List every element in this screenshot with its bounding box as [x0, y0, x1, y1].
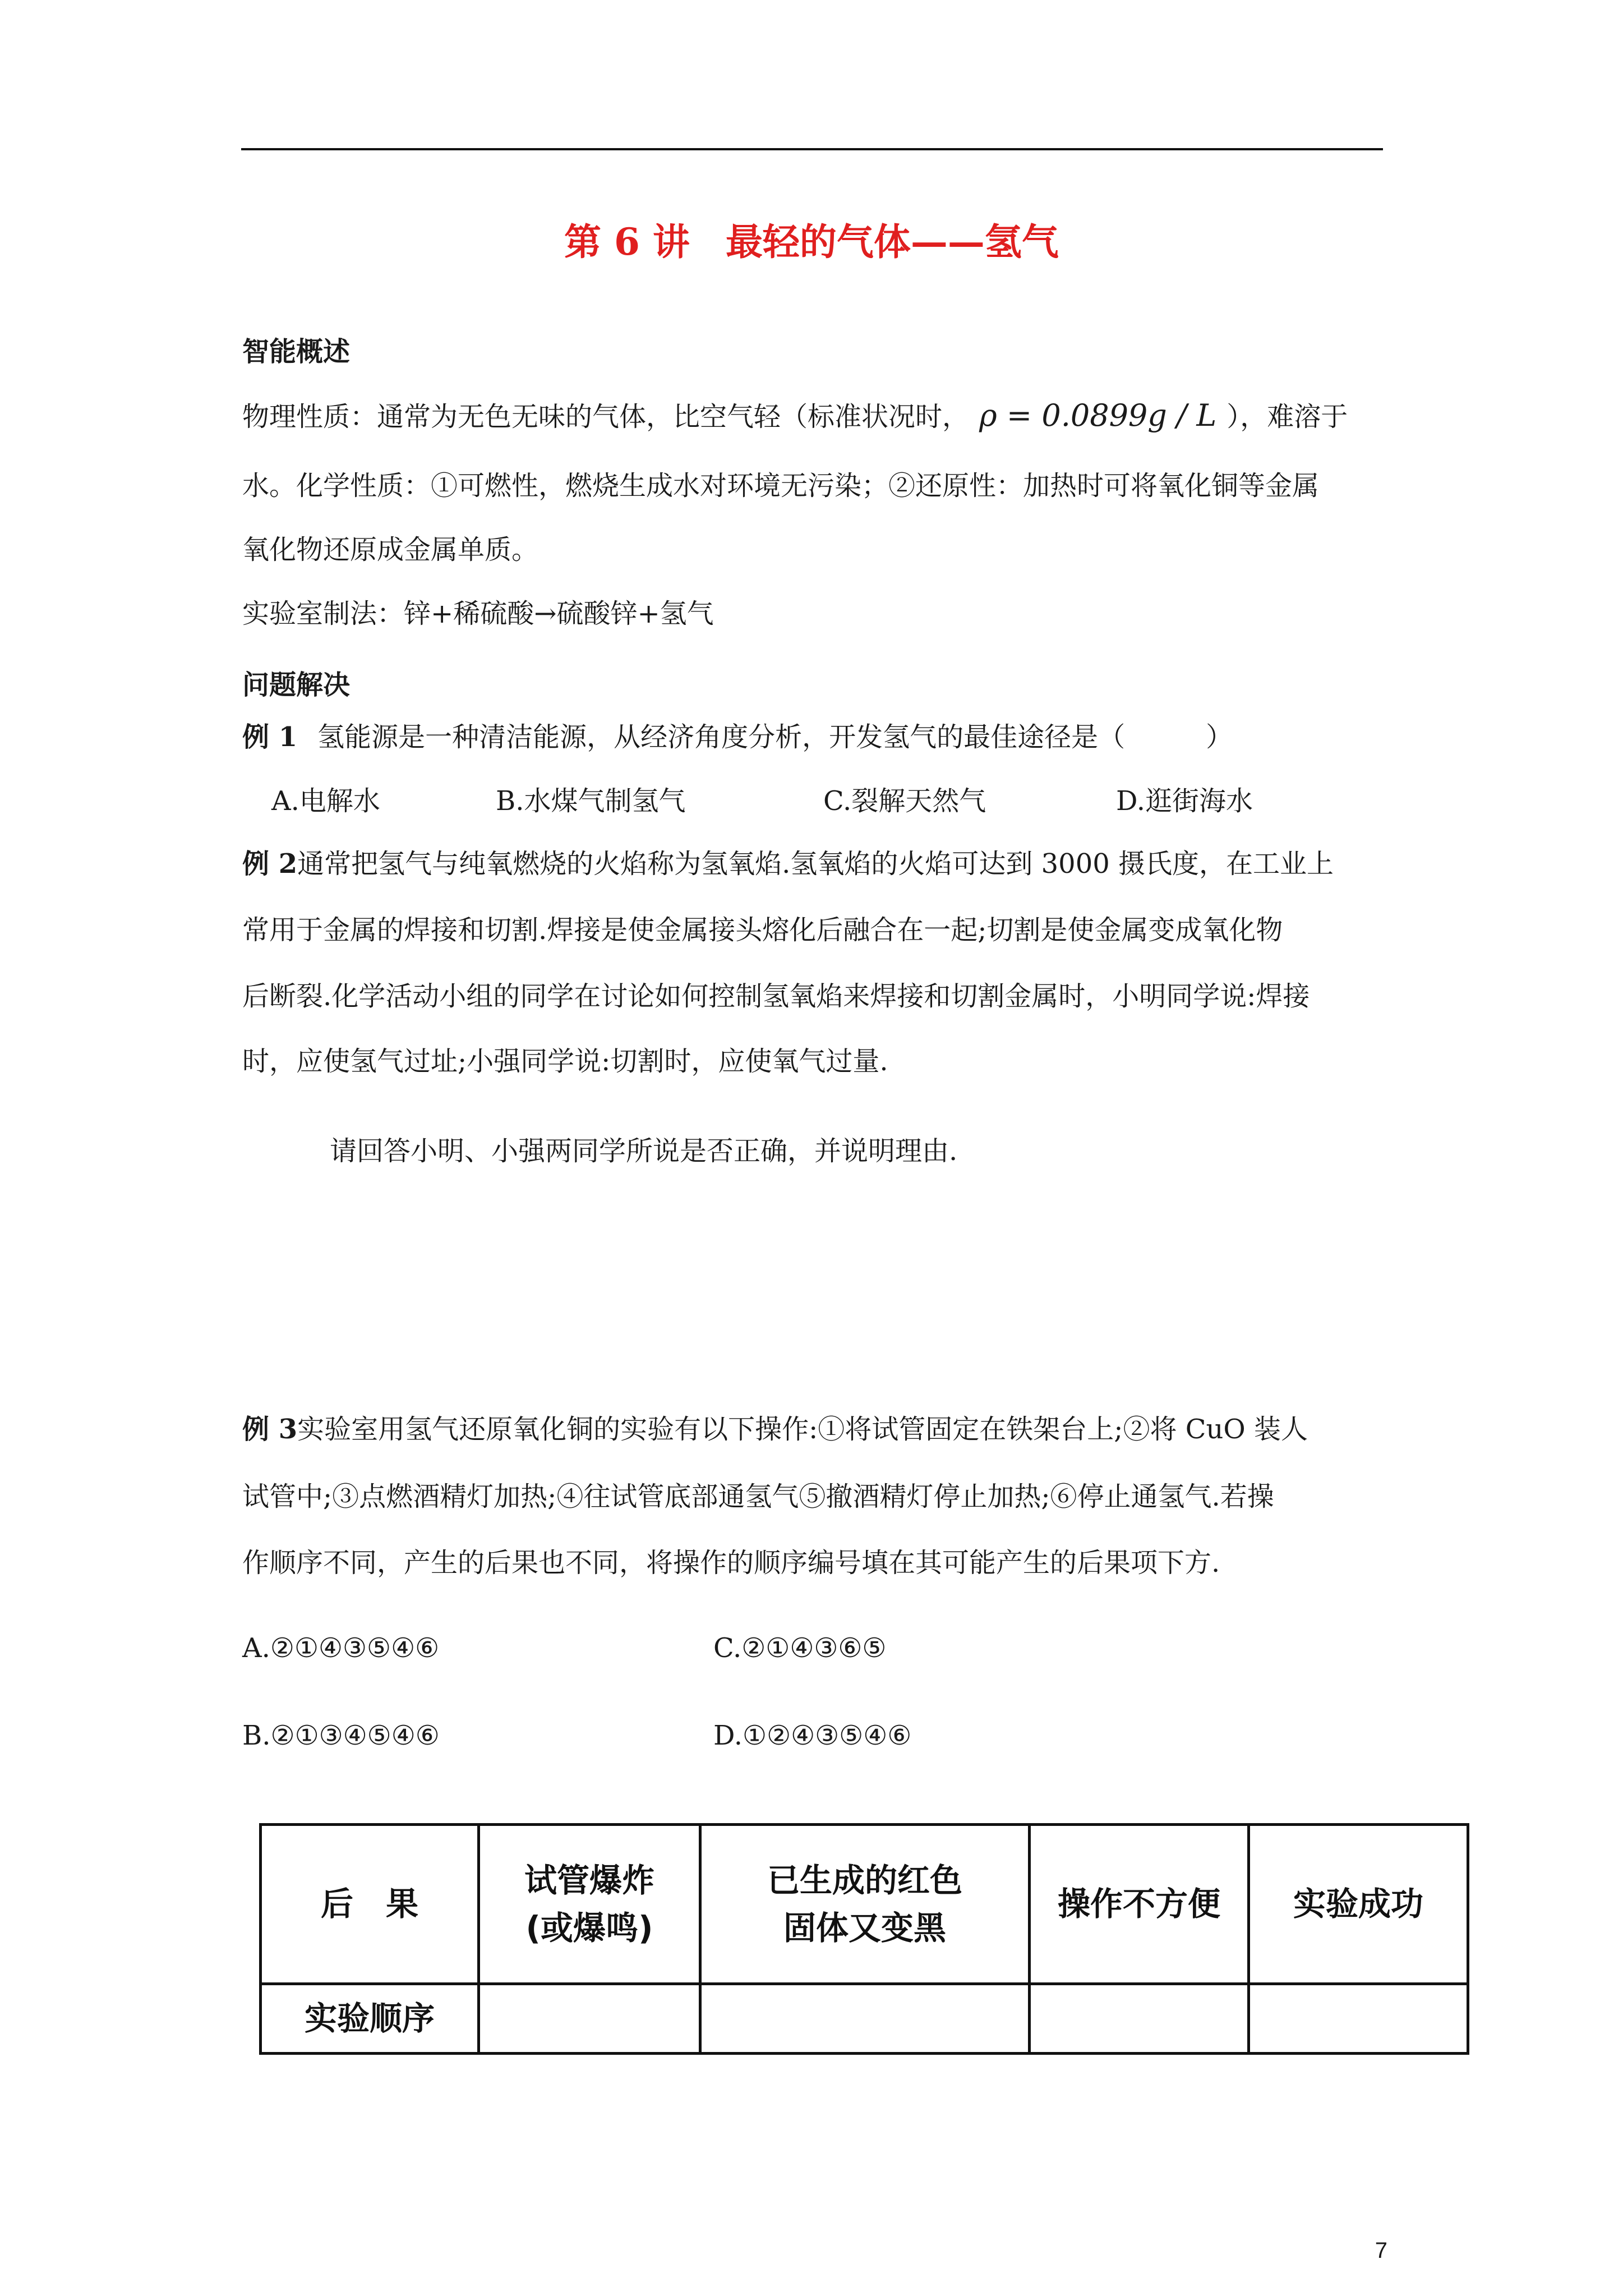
physical-properties-text-end: ），难溶于 — [1227, 401, 1348, 432]
example3-text: 实验室用氢气还原氧化铜的实验有以下操作:①将试管固定在铁架台上;②将 CuO 装人 — [297, 1414, 1308, 1445]
header-rule — [241, 148, 1383, 150]
page-title — [0, 212, 1623, 265]
page-number: 7 — [1375, 2238, 1387, 2263]
example3-label: 例 3 — [242, 1414, 298, 1445]
example3-option-a: A.②①④③⑤④⑥ — [242, 1632, 440, 1664]
table-col-blackened — [700, 1825, 1030, 1984]
example1-option-d: D.逛街海水 — [1116, 785, 1253, 817]
table-cell-blackened — [700, 1984, 1030, 2054]
example2-line-4: 时，应使氢气过址;小强同学说:切割时，应使氧气过量. — [242, 1046, 888, 1077]
table-col-blackened-line2: 固体又变黑 — [783, 1908, 946, 1947]
table-cell-inconvenient — [1030, 1984, 1249, 2054]
example2-prompt: 请回答小明、小强两同学所说是否正确，并说明理由. — [330, 1135, 958, 1167]
section-heading-problems: 问题解决 — [242, 669, 351, 701]
table-col-success: 实验成功 — [1249, 1825, 1468, 1984]
table-cell-explosion — [479, 1984, 700, 2054]
example1-question — [242, 721, 1233, 753]
example1-option-a: A.电解水 — [271, 785, 380, 817]
physical-properties-line — [242, 398, 1348, 433]
example3-option-d: D.①②④③⑤④⑥ — [713, 1720, 912, 1751]
example2-line-1 — [242, 848, 1334, 880]
table-col-blackened-line1: 已生成的红色 — [767, 1861, 962, 1900]
section-heading-overview: 智能概述 — [242, 336, 351, 367]
example1-option-b: B.水煤气制氢气 — [496, 785, 686, 817]
example2-line-3: 后断裂.化学活动小组的同学在讨论如何控制氢氧焰来焊接和切割金属时，小明同学说:焊接 — [242, 981, 1310, 1012]
example3-option-b: B.②①③④⑤④⑥ — [242, 1720, 440, 1751]
example3-line-1 — [242, 1416, 1308, 1443]
example2-line-2: 常用于金属的焊接和切割.焊接是使金属接头熔化后融合在一起;切割是使金属变成氧化物 — [242, 914, 1283, 946]
lesson-title: 最轻的气体——氢气 — [725, 220, 1059, 264]
example3-line-3: 作顺序不同，产生的后果也不同，将操作的顺序编号填在其可能产生的后果项下方. — [242, 1547, 1220, 1579]
lab-preparation-line: 实验室制法：锌+稀硫酸→硫酸锌+氢气 — [242, 598, 714, 629]
table-col-explosion-line1: 试管爆炸 — [524, 1861, 654, 1900]
density-formula: ρ = 0.0899g / L — [979, 398, 1217, 433]
table-header-consequence: 后 果 — [261, 1825, 479, 1984]
example1-option-c: C.裂解天然气 — [823, 785, 986, 817]
example2-text: 通常把氢气与纯氧燃烧的火焰称为氢氧焰.氢氧焰的火焰可达到 3000 摄氏度，在工业上 — [297, 848, 1334, 880]
table-header-order: 实验顺序 — [261, 1984, 479, 2054]
table-cell-success — [1249, 1984, 1468, 2054]
example3-line-2: 试管中;③点燃酒精灯加热;④往试管底部通氢气⑤撤酒精灯停止加热;⑥停止通氢气.若操 — [242, 1481, 1274, 1512]
example2-label: 例 2 — [242, 848, 298, 880]
chemical-properties-line-2: 氧化物还原成金属单质。 — [242, 534, 539, 565]
results-table — [259, 1823, 1469, 2055]
example3-option-c: C.②①④③⑥⑤ — [713, 1632, 887, 1664]
lesson-number: 第 6 讲 — [564, 220, 690, 264]
table-col-explosion-line2: (或爆鸣) — [525, 1908, 653, 1947]
physical-properties-text: 物理性质：通常为无色无味的气体，比空气轻（标准状况时， — [242, 401, 970, 432]
table-col-inconvenient: 操作不方便 — [1030, 1825, 1249, 1984]
chemical-properties-line: 水。化学性质：①可燃性，燃烧生成水对环境无污染；②还原性：加热时可将氧化铜等金属 — [242, 470, 1320, 501]
example1-text: 氢能源是一种清洁能源，从经济角度分析，开发氢气的最佳途径是（ ） — [317, 721, 1233, 753]
example1-label: 例 1 — [242, 721, 298, 753]
table-col-explosion — [479, 1825, 700, 1984]
